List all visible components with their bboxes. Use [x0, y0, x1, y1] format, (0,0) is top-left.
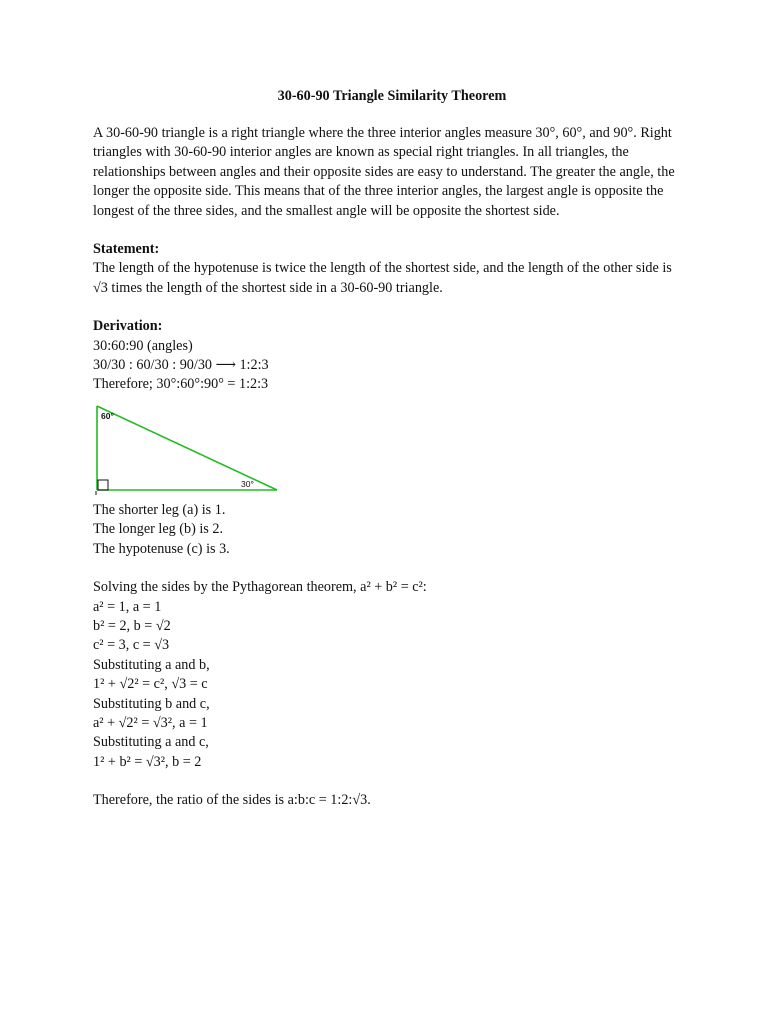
- leg-line: The longer leg (b) is 2.: [93, 521, 224, 538]
- solving-section: [93, 578, 683, 772]
- right-angle-marker: [98, 480, 108, 490]
- solving-line: Substituting a and c,: [93, 734, 209, 751]
- statement-heading: Statement:: [93, 241, 160, 258]
- legs-section: [93, 501, 683, 559]
- solving-line: 1² + √2² = c², √3 = c: [93, 676, 208, 693]
- derivation-line: 30/30 : 60/30 : 90/30 ⟶ 1:2:3: [93, 357, 269, 374]
- leg-line: The shorter leg (a) is 1.: [93, 501, 226, 518]
- statement-section: [93, 240, 683, 298]
- solving-line: Substituting b and c,: [93, 695, 210, 712]
- derivation-section: [93, 317, 683, 395]
- solving-line: Substituting a and b,: [93, 656, 210, 673]
- derivation-heading: Derivation:: [93, 318, 163, 335]
- triangle-diagram: [93, 398, 283, 498]
- leg-line: The hypotenuse (c) is 3.: [93, 540, 230, 557]
- document-page: [93, 86, 683, 811]
- solving-line: c² = 3, c = √3: [93, 637, 170, 654]
- angle-label-60: 60°: [101, 410, 114, 421]
- derivation-line: 30:60:90 (angles): [93, 337, 193, 354]
- solving-line: a² + √2² = √3², a = 1: [93, 714, 208, 731]
- derivation-line: Therefore; 30°:60°:90° = 1:2:3: [93, 376, 269, 393]
- triangle-hypotenuse: [97, 406, 277, 490]
- triangle-figure: [93, 398, 283, 498]
- solving-line: b² = 2, b = √2: [93, 617, 171, 634]
- statement-text: The length of the hypotenuse is twice the length of the shortest side, and the length of the other side is √3 times the length of the shortest side in a 30-60-90 triangle.: [93, 260, 672, 296]
- intro-paragraph: A 30-60-90 triangle is a right triangle where the three interior angles measure 30°, 60°, and 90°. Right triangles with 30-60-90 interior angles are known as special right triangles. In all triangles, the relationships between angles and their opposite sides are easy to understand. The greater the angle, the longer the opposite side. This means that of the three interior angles, the largest angle is opposite the longest of the three sides, and the smallest angle will be opposite the shortest side.: [93, 125, 675, 219]
- solving-line: 1² + b² = √3², b = 2: [93, 753, 202, 770]
- angle-label-30: 30°: [241, 478, 254, 489]
- solving-line: a² = 1, a = 1: [93, 598, 162, 615]
- page-title: 30-60-90 Triangle Similarity Theorem: [277, 88, 507, 104]
- solving-line: Solving the sides by the Pythagorean theorem, a² + b² = c²:: [93, 579, 427, 596]
- conclusion-text: Therefore, the ratio of the sides is a:b:c = 1:2:√3.: [93, 792, 371, 809]
